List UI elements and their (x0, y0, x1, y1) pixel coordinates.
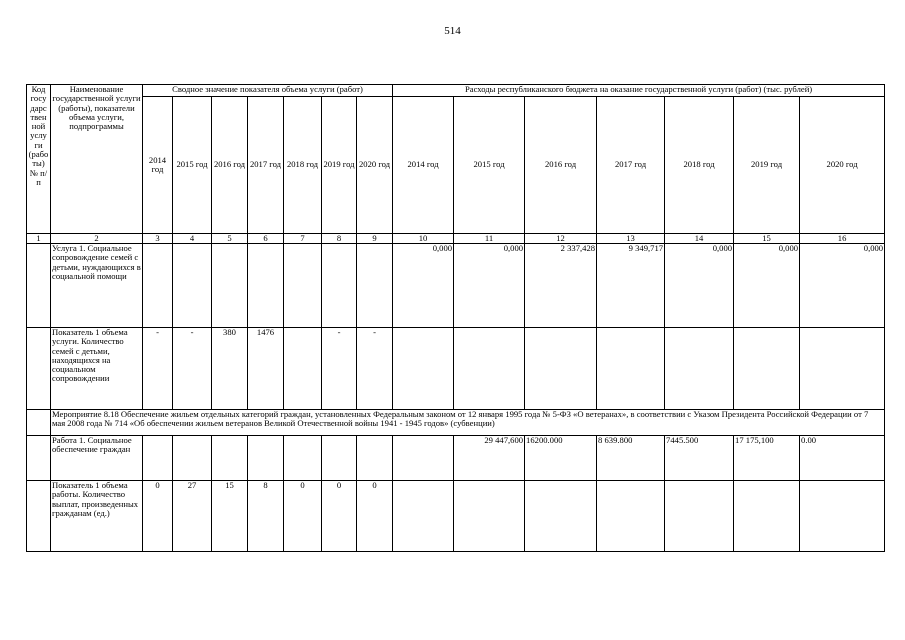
budget-cell (525, 481, 597, 552)
column-number: 7 (284, 234, 322, 244)
column-number: 14 (665, 234, 734, 244)
row-code-cell (27, 410, 51, 436)
volume-cell (357, 436, 393, 481)
column-number: 6 (248, 234, 284, 244)
row-name-cell: Услуга 1. Социальное сопровождение семей с детьми, нуждающихся в социальной помощи (51, 244, 143, 328)
column-number: 3 (143, 234, 173, 244)
column-number: 2 (51, 234, 143, 244)
volume-cell: - (322, 328, 357, 410)
column-number: 13 (597, 234, 665, 244)
budget-cell (597, 328, 665, 410)
volume-cell: 27 (173, 481, 212, 552)
row-code-cell (27, 436, 51, 481)
budget-cell: 0,000 (665, 244, 734, 328)
volume-cell: 0 (357, 481, 393, 552)
budget-cell: 2 337,428 (525, 244, 597, 328)
row-name-cell: Показатель 1 объема работы. Количество выплат, произведенных гражданам (ед.) (51, 481, 143, 552)
budget-cell: 17 175,100 (734, 436, 800, 481)
header-volume-year: 2015 год (173, 97, 212, 234)
header-budget-year: 2014 год (393, 97, 454, 234)
table-row (27, 328, 885, 410)
volume-cell (322, 436, 357, 481)
budget-cell (665, 328, 734, 410)
column-number-row (27, 234, 885, 244)
budget-cell (800, 328, 885, 410)
budget-table (26, 84, 885, 552)
volume-cell: - (173, 328, 212, 410)
column-number: 15 (734, 234, 800, 244)
volume-cell (284, 244, 322, 328)
volume-cell: - (143, 328, 173, 410)
volume-cell (322, 244, 357, 328)
header-budget-year: 2015 год (454, 97, 525, 234)
volume-cell: 15 (212, 481, 248, 552)
row-name-cell: Работа 1. Социальное обеспечение граждан (51, 436, 143, 481)
column-number: 9 (357, 234, 393, 244)
column-number: 8 (322, 234, 357, 244)
budget-cell (665, 481, 734, 552)
header-budget-year: 2016 год (525, 97, 597, 234)
header-budget-year: 2020 год (800, 97, 885, 234)
table-row (27, 244, 885, 328)
table-row (27, 436, 885, 481)
header-volume-year: 2016 год (212, 97, 248, 234)
column-number: 1 (27, 234, 51, 244)
volume-cell (284, 328, 322, 410)
budget-cell (734, 481, 800, 552)
row-code-cell (27, 244, 51, 328)
row-code-cell (27, 328, 51, 410)
budget-cell: 16200.000 (525, 436, 597, 481)
volume-cell: 8 (248, 481, 284, 552)
volume-cell (143, 244, 173, 328)
volume-cell: 0 (143, 481, 173, 552)
header-name-column: Наименование государственной услуги (работы), показатели объема услуги, подпрограммы (51, 85, 143, 234)
row-code-cell (27, 481, 51, 552)
header-volume-year: 2014 год (143, 97, 173, 234)
budget-cell (734, 328, 800, 410)
header-code-column: Код госу дарс твен ной услу ги (рабо ты) № п/п (27, 85, 51, 234)
budget-cell: 0,000 (393, 244, 454, 328)
volume-cell: 0 (322, 481, 357, 552)
column-number: 4 (173, 234, 212, 244)
volume-cell (212, 244, 248, 328)
volume-cell: 380 (212, 328, 248, 410)
budget-cell: 0,000 (734, 244, 800, 328)
header-volume-year: 2018 год (284, 97, 322, 234)
volume-cell (357, 244, 393, 328)
column-number: 16 (800, 234, 885, 244)
column-number: 10 (393, 234, 454, 244)
header-budget-year: 2018 год (665, 97, 734, 234)
budget-cell: 0,000 (454, 244, 525, 328)
table-row (27, 410, 885, 436)
budget-cell (393, 328, 454, 410)
budget-cell: 8 639.800 (597, 436, 665, 481)
header-budget-group: Расходы республиканского бюджета на оказание государственной услуги (работ) (тыс. рублей) (393, 85, 885, 97)
budget-cell: 0.00 (800, 436, 885, 481)
volume-cell (173, 244, 212, 328)
column-number: 11 (454, 234, 525, 244)
budget-cell (454, 328, 525, 410)
header-volume-year: 2020 год (357, 97, 393, 234)
volume-cell (173, 436, 212, 481)
budget-cell (393, 436, 454, 481)
row-name-cell: Показатель 1 объема услуги. Количество семей с детьми, находящихся на социальном сопровождении (51, 328, 143, 410)
header-volume-year: 2019 год (322, 97, 357, 234)
budget-cell (393, 481, 454, 552)
header-budget-year: 2017 год (597, 97, 665, 234)
volume-cell: - (357, 328, 393, 410)
table-row (27, 481, 885, 552)
volume-cell (212, 436, 248, 481)
column-number: 12 (525, 234, 597, 244)
volume-cell: 0 (284, 481, 322, 552)
budget-cell: 29 447,600 (454, 436, 525, 481)
volume-cell (284, 436, 322, 481)
budget-cell: 0,000 (800, 244, 885, 328)
budget-cell: 7445.500 (665, 436, 734, 481)
volume-cell (248, 436, 284, 481)
column-number: 5 (212, 234, 248, 244)
volume-cell: 1476 (248, 328, 284, 410)
header-volume-year: 2017 год (248, 97, 284, 234)
budget-cell (800, 481, 885, 552)
budget-cell: 9 349,717 (597, 244, 665, 328)
volume-cell (143, 436, 173, 481)
header-volume-group: Сводное значение показателя объема услуги (работ) (143, 85, 393, 97)
budget-cell (525, 328, 597, 410)
page-number: 514 (444, 25, 461, 37)
budget-cell (454, 481, 525, 552)
header-budget-year: 2019 год (734, 97, 800, 234)
activity-description: Мероприятие 8.18 Обеспечение жильем отдельных категорий граждан, установленных Федеральным законом от 12 января 1995 года № 5-ФЗ «О ветеранах», в соответствии с Указом Президента Российской Федерации от 7 мая 2008 года № 714 «Об обеспечении жильем ветеранов Великой Отечественной войны 1941 - 1945 годов» (субвенции) (51, 410, 885, 436)
budget-cell (597, 481, 665, 552)
volume-cell (248, 244, 284, 328)
